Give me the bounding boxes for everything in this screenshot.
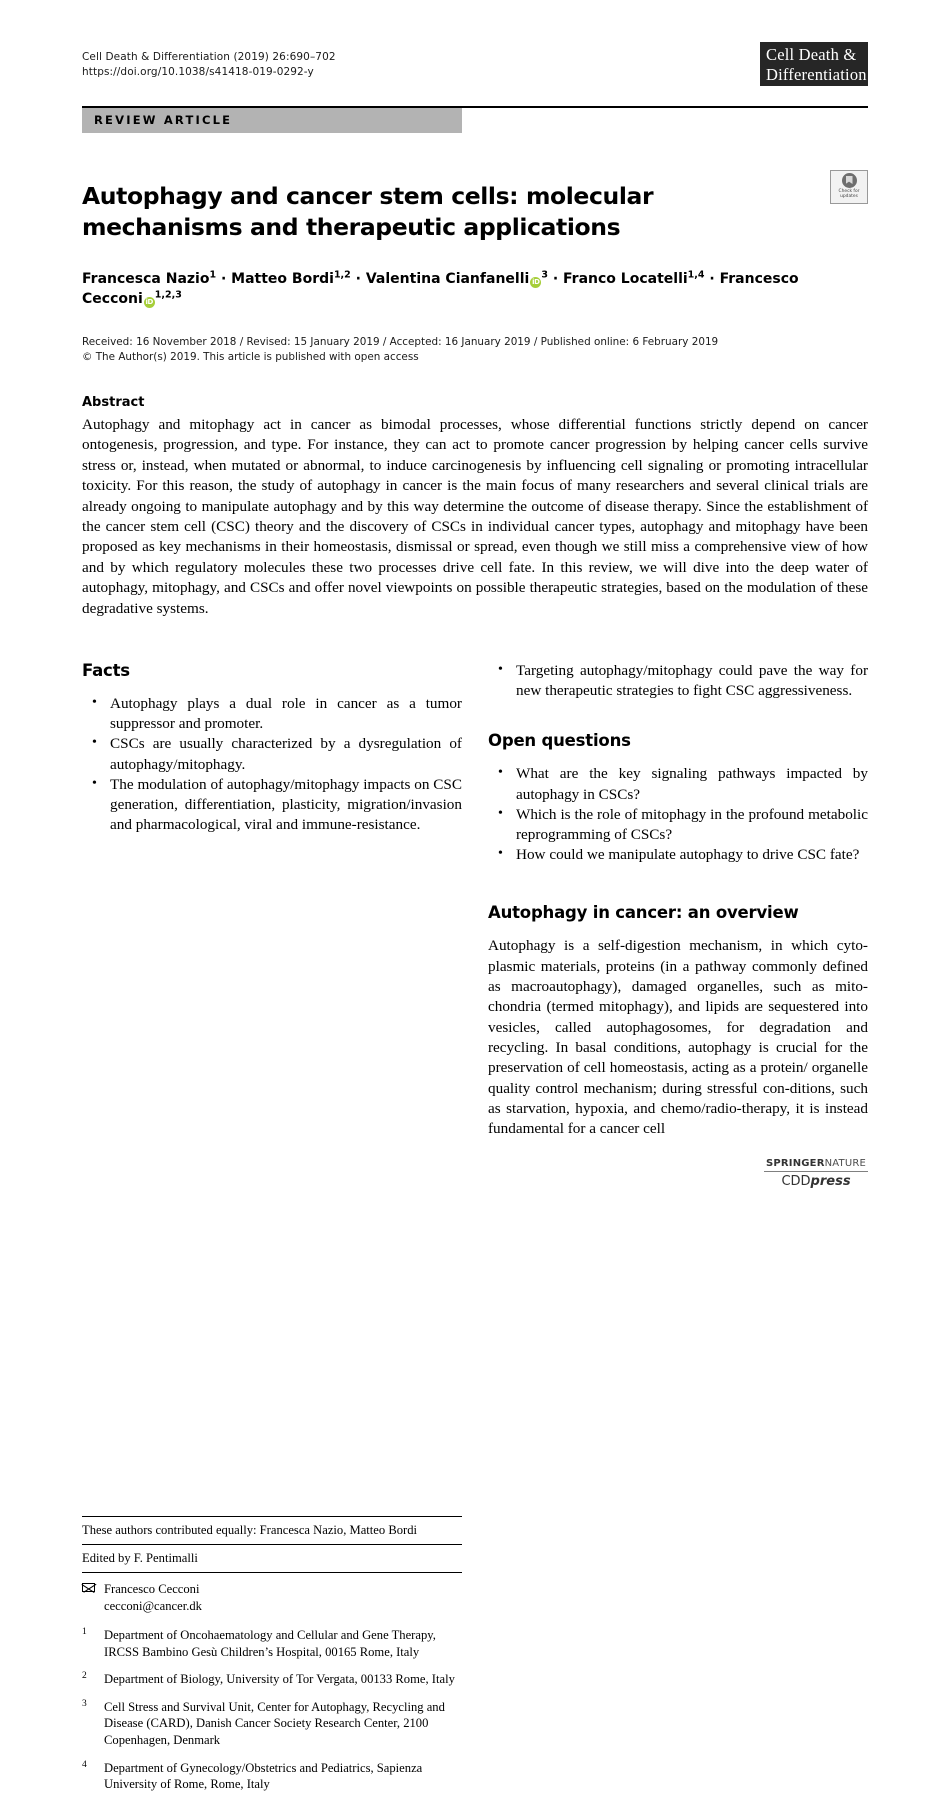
publisher-logo bbox=[764, 1158, 868, 1189]
affiliation-item bbox=[82, 1760, 462, 1793]
section-heading-facts: Facts bbox=[82, 661, 130, 681]
facts-list-continued bbox=[488, 661, 868, 701]
nature-text: NATURE bbox=[824, 1158, 867, 1169]
page-title: Autophagy and cancer stem cells: molecular mechanisms and therapeutic applications bbox=[82, 182, 654, 241]
author-affil-sup-2: 1,2 bbox=[333, 269, 351, 281]
crossmark-badge[interactable] bbox=[830, 170, 868, 204]
open-questions-list bbox=[488, 764, 868, 865]
affiliation-number: 1 bbox=[82, 1627, 87, 1638]
copyright-line: © The Author(s) 2019. This article is published with open access bbox=[82, 351, 419, 363]
springer-text: SPRINGER bbox=[765, 1158, 825, 1169]
editor-note: Edited by F. Pentimalli bbox=[82, 1551, 198, 1566]
abstract-heading: Abstract bbox=[82, 395, 145, 410]
author-list bbox=[82, 269, 842, 309]
journal-logo-line1: Cell Death & bbox=[766, 45, 857, 64]
header bbox=[82, 0, 868, 102]
press-text: press bbox=[810, 1174, 851, 1189]
corresponding-author-name: Francesco Cecconi bbox=[104, 1582, 200, 1597]
author-separator: · bbox=[355, 271, 361, 287]
author-separator: · bbox=[709, 271, 715, 287]
list-item: • CSCs are usually characterized by a dysregulation of autophagy/mitophagy. bbox=[82, 734, 462, 774]
author-name-2[interactable]: Matteo Bordi bbox=[231, 271, 334, 287]
list-item: • Autophagy plays a dual role in cancer as a tumor suppressor and promoter. bbox=[82, 694, 462, 734]
envelope-icon bbox=[82, 1583, 95, 1592]
corresponding-author bbox=[82, 1573, 462, 1615]
crossmark-label-line2: updates bbox=[840, 194, 858, 200]
author-name-5[interactable]: Francesco Cecconi bbox=[82, 271, 799, 307]
springer-nature-wordmark bbox=[764, 1158, 868, 1169]
list-item: • Targeting autophagy/mitophagy could pave the way for new therapeutic strategies to fight CSC aggressiveness. bbox=[488, 661, 868, 701]
author-name-1[interactable]: Francesca Nazio bbox=[82, 271, 210, 287]
doi-line[interactable]: https://doi.org/10.1038/s41418-019-0292-y bbox=[82, 66, 314, 78]
section-heading-overview: Autophagy in cancer: an overview bbox=[488, 903, 799, 923]
corresponding-author-email[interactable]: cecconi@cancer.dk bbox=[104, 1599, 202, 1614]
author-separator: · bbox=[552, 271, 559, 287]
affiliation-item bbox=[82, 1671, 462, 1688]
affiliation-text: Department of Biology, University of Tor Vergata, 00133 Rome, Italy bbox=[104, 1672, 455, 1687]
overview-paragraph: Autophagy is a self-digestion mechanism, in which cyto-plasmic materials, proteins (in a pathway commonly defined as macroautophagy), damaged organelles, such as mito-chondria (termed mitophagy), and lipids are sequestered into vesicles, called autophagosomes, for degradation and recycling. In basal conditions, autophagy is crucial for the preservation of cell homeostasis, acting as a protein/ organelle quality control mechanism; during stressful con-ditions, such as starvation, hypoxia, and chemo/radio-therapy, it is instead fundamental for a cancer cell bbox=[488, 937, 868, 1138]
orcid-icon[interactable]: iD bbox=[145, 298, 153, 306]
crossmark-label-line1: Check for bbox=[838, 189, 860, 194]
crossmark-icon bbox=[842, 173, 857, 188]
author-affil-sup-5: 1,2,3 bbox=[154, 289, 182, 301]
article-type-badge: REVIEW ARTICLE bbox=[82, 108, 462, 133]
affiliation-item bbox=[82, 1627, 462, 1660]
author-name-4[interactable]: Franco Locatelli bbox=[563, 271, 688, 287]
facts-list bbox=[82, 694, 462, 835]
left-column bbox=[82, 661, 462, 1792]
affiliation-number: 3 bbox=[82, 1698, 87, 1709]
affiliation-number: 2 bbox=[82, 1671, 87, 1682]
list-item: • How could we manipulate autophagy to drive CSC fate? bbox=[488, 845, 868, 865]
author-affil-sup-3: 3 bbox=[541, 269, 548, 281]
publication-dates bbox=[82, 335, 868, 365]
cdd-text: CDD bbox=[781, 1174, 811, 1189]
equal-contribution-note: These authors contributed equally: Francesca Nazio, Matteo Bordi bbox=[82, 1523, 418, 1538]
publisher-logo-rule bbox=[764, 1171, 868, 1172]
affiliation-text: Cell Stress and Survival Unit, Center for Autophagy, Recycling and Disease (CARD), Danish Cancer Society Research Center, 2100 Copenhagen, Denmark bbox=[104, 1699, 445, 1748]
affiliation-number: 4 bbox=[82, 1759, 87, 1770]
orcid-icon[interactable]: iD bbox=[532, 278, 540, 286]
journal-logo-line2: Differentiation bbox=[766, 65, 867, 84]
journal-logo bbox=[760, 42, 868, 86]
right-column bbox=[488, 661, 868, 1139]
list-item: • Which is the role of mitophagy in the profound metabolic reprogramming of CSCs? bbox=[488, 805, 868, 845]
abstract-text: Autophagy and mitophagy act in cancer as bimodal processes, whose differential functions strictly depend on cancer ontogenesis, progression, and type. For instance, they can act to promote cancer progression by helping cancer cells survive stress or, instead, when mutated or abnormal, to induce carcinogenesis by influencing cell signaling or promoting intracellular toxicity. For this reason, the study of autophagy in cancer is the main focus of many researchers and several clinical trials are already ongoing to manipulate autophagy and by this way determine the outcome of disease therapy. Since the establishment of the cancer stem cell (CSC) theory and the discovery of CSCs in individual cancer types, autophagy and mitophagy have been proposed as key mechanisms in their homeostasis, dismissal or spread, even though we still miss a comprehensive view of how and by which regulatory molecules these two processes drive cell fate. In this review, we will dive into the deep water of autophagy, mitophagy, and CSCs and offer novel viewpoints on possible therapeutic strategies, based on the modulation of these degradative systems. bbox=[82, 416, 868, 617]
affiliation-text: Department of Oncohaematology and Cellular and Gene Therapy, IRCSS Bambino Gesù Children’s Hospital, 00165 Rome, Italy bbox=[104, 1628, 436, 1659]
affiliation-item bbox=[82, 1699, 462, 1749]
author-separator: · bbox=[220, 271, 227, 287]
author-affil-sup-1: 1 bbox=[209, 269, 217, 281]
section-heading-open-questions: Open questions bbox=[488, 731, 631, 751]
dates-line: Received: 16 November 2018 / Revised: 15 January 2019 / Accepted: 16 January 2019 / Published online: 6 February 2019 bbox=[82, 336, 719, 348]
journal-citation bbox=[82, 50, 868, 80]
footnote-block bbox=[82, 1516, 462, 1804]
citation-line: Cell Death & Differentiation (2019) 26:690–702 bbox=[82, 51, 336, 63]
cddpress-wordmark bbox=[764, 1174, 868, 1189]
list-item: • The modulation of autophagy/mitophagy impacts on CSC generation, differentiation, plasticity, migration/invasion and pharmacological, viral and immune-resistance. bbox=[82, 775, 462, 836]
affiliation-list bbox=[82, 1627, 462, 1793]
author-name-3[interactable]: Valentina Cianfanelli bbox=[365, 271, 530, 287]
list-item: • What are the key signaling pathways impacted by autophagy in CSCs? bbox=[488, 764, 868, 804]
author-affil-sup-4: 1,4 bbox=[687, 269, 705, 281]
affiliation-text: Department of Gynecology/Obstetrics and Pediatrics, Sapienza University of Rome, Rome, Italy bbox=[104, 1760, 423, 1792]
